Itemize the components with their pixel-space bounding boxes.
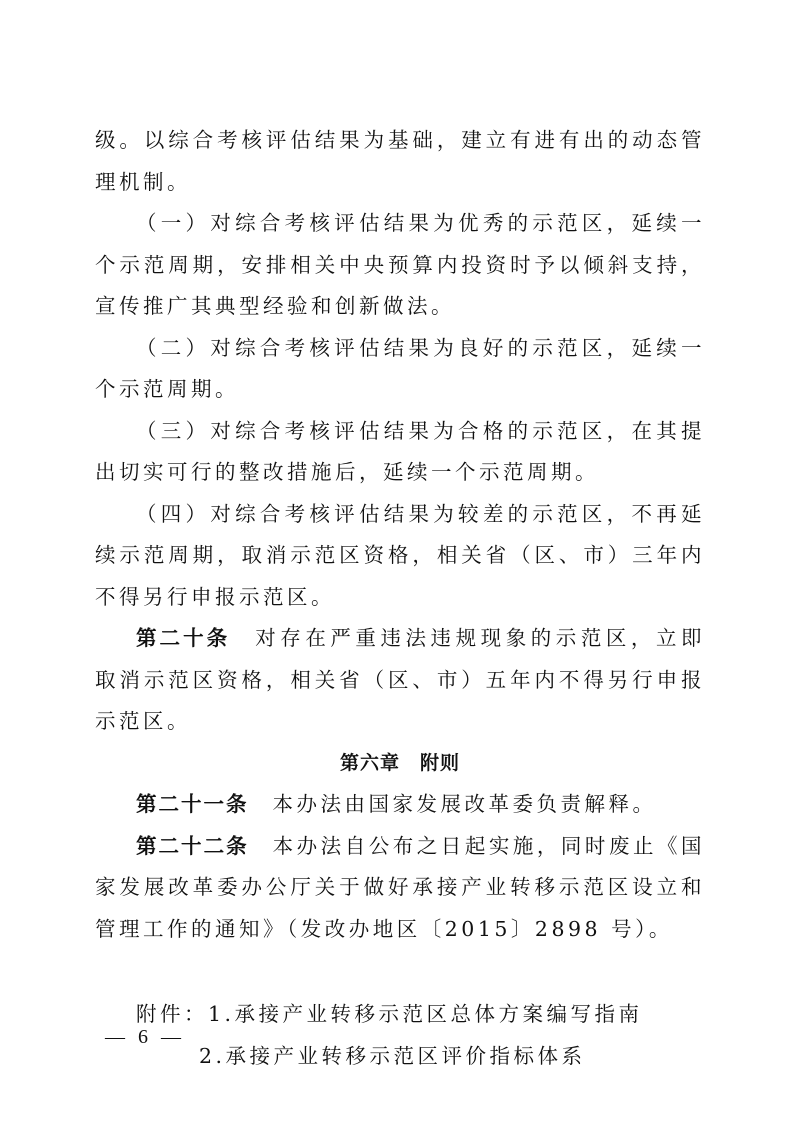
paragraph-mechanism: 级。以综合考核评估结果为基础，建立有进有出的动态管理机制。 [95,128,705,194]
article-22-text: 本办法自公布之日起实施，同时废止《国家发展改革委办公厅关于做好承接产业转移示范区设立和管理工作的通知》（发改办地区〔2015〕2898 号）。 [95,833,706,941]
attachment-item-1: 1.承接产业转移示范区总体方案编写指南 [208,1002,643,1026]
chapter-heading: 第六章 附则 [339,751,460,774]
attachment-item-2: 2.承接产业转移示范区评价指标体系 [199,1043,586,1068]
article-21-text: 本办法由国家发展改革委负责解释。 [272,792,657,816]
article-20-label: 第二十条 [136,626,231,650]
article-20-text: 对存在严重违法违规现象的示范区，立即取消示范区资格，相关省（区、市）五年内不得另行申报示范区。 [95,626,706,733]
attachment-line-2 [95,1036,705,1078]
document-body [95,120,705,1077]
article-22-label: 第二十二条 [136,833,249,858]
spacer [95,950,705,994]
article-21 [95,784,705,826]
paragraph-excellent: （一）对综合考核评估结果为优秀的示范区，延续一个示范周期，安排相关中央预算内投资时予以倾斜支持，宣传推广其典型经验和创新做法。 [95,211,705,318]
article-20 [95,618,705,743]
attachment-line-1 [95,994,705,1036]
article-21-label: 第二十一条 [136,792,249,816]
page-number: — 6 — [105,1026,185,1048]
paragraph-poor: （四）对综合考核评估结果为较差的示范区，不再延续示范周期，取消示范区资格，相关省（区、市）三年内不得另行申报示范区。 [95,501,705,609]
article-22 [95,826,705,951]
paragraph-good: （二）对综合考核评估结果为良好的示范区，延续一个示范周期。 [95,335,705,401]
attachment-label: 附件： [136,1002,208,1026]
paragraph-qualified: （三）对综合考核评估结果为合格的示范区，在其提出切实可行的整改措施后，延续一个示范周期。 [95,418,705,484]
